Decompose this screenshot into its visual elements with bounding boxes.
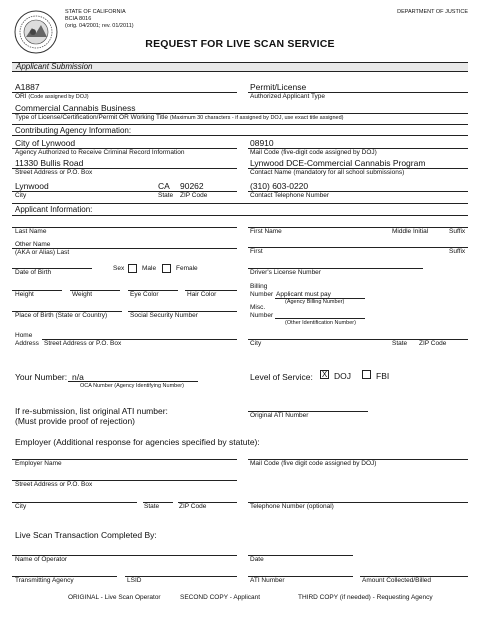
billing-number-label: Number: [250, 291, 274, 298]
contact-value[interactable]: Lynwood DCE-Commercial Cannabis Program: [250, 158, 426, 168]
mail-code-value[interactable]: 08910: [250, 138, 274, 148]
hair-color-label: Hair Color: [187, 291, 217, 298]
mail-code-label: Mail Code (five-digit code assigned by DOJ): [250, 149, 377, 156]
male-label: Male: [142, 265, 157, 272]
misc-label: Misc.: [250, 304, 266, 311]
license-type-label: Type of License/Certification/Permit OR Working Title (Maximum 30 characters - if assigned by DOJ, use exact title assigned): [15, 114, 344, 121]
applicant-type-value[interactable]: Permit/License: [250, 82, 307, 92]
date-label: Date: [250, 556, 264, 563]
suffix2-label: Suffix: [449, 248, 466, 255]
billing-note: (Agency Billing Number): [285, 299, 345, 305]
applicant-type-label: Authorized Applicant Type: [250, 93, 326, 100]
first-label: First: [250, 248, 263, 255]
dob-label: Date of Birth: [15, 269, 52, 276]
city-label: City: [15, 192, 27, 199]
operator-label: Name of Operator: [15, 556, 68, 563]
amount-label: Amount Collected/Billed: [362, 577, 432, 584]
height-label: Height: [15, 291, 34, 298]
ati-number-label: ATI Number: [250, 577, 285, 584]
oca-note: OCA Number (Agency Identifying Number): [80, 383, 184, 389]
resubmission-line1: If re-submission, list original ATI number:: [15, 406, 168, 416]
applicant-submission-heading: Applicant Submission: [16, 62, 93, 71]
contributing-agency-heading: Contributing Agency Information:: [15, 126, 132, 135]
last-name-label: Last Name: [15, 228, 47, 235]
footer-third: THIRD COPY (if needed) - Requesting Agency: [298, 594, 433, 601]
your-number-value[interactable]: n/a: [72, 372, 84, 382]
phone-label: Contact Telephone Number: [250, 192, 330, 199]
ori-value[interactable]: A1887: [15, 82, 40, 92]
form-revision: (orig. 04/2001; rev. 01/2011): [65, 23, 134, 29]
home-label: Home: [15, 332, 33, 339]
level-of-service-label: Level of Service:: [250, 372, 313, 382]
other-name-label: Other Name: [15, 241, 51, 248]
employer-name-label: Employer Name: [15, 460, 62, 467]
agency-value[interactable]: City of Lynwood: [15, 138, 76, 148]
city-value[interactable]: Lynwood: [15, 181, 49, 191]
fbi-label: FBI: [376, 371, 390, 381]
doj-checkbox[interactable]: X: [321, 370, 328, 379]
sex-label: Sex: [113, 265, 125, 272]
female-checkbox[interactable]: [162, 264, 171, 273]
contact-label: Contact Name (mandatory for all school submissions): [250, 169, 405, 176]
misc-number-label: Number: [250, 312, 274, 319]
page-title: REQUEST FOR LIVE SCAN SERVICE: [145, 38, 335, 50]
employer-street-label: Street Address or P.O. Box: [15, 481, 93, 488]
doj-label: DOJ: [334, 371, 351, 381]
footer-second: SECOND COPY - Applicant: [180, 594, 261, 601]
lsid-label: LSID: [127, 577, 142, 584]
applicant-info-heading: Applicant Information:: [15, 205, 93, 214]
street-label: Street Address or P.O. Box: [15, 169, 93, 176]
employer-state-label: State: [144, 503, 160, 510]
employer-city-label: City: [15, 503, 27, 510]
street-value[interactable]: 11330 Bullis Road: [15, 158, 84, 168]
employer-zip-label: ZIP Code: [179, 503, 207, 510]
original-ati-label: Original ATI Number: [250, 412, 309, 419]
billing-label: Billing: [250, 283, 268, 290]
zip-label: ZIP Code: [180, 192, 208, 199]
transaction-heading: Live Scan Transaction Completed By:: [15, 530, 157, 540]
first-name-label: First Name: [250, 228, 282, 235]
billing-value[interactable]: Applicant must pay: [276, 291, 331, 298]
form-id: BCIA 8016: [65, 16, 92, 22]
male-checkbox[interactable]: [128, 264, 137, 273]
suffix-label: Suffix: [449, 228, 466, 235]
agency-label: Agency Authorized to Receive Criminal Record Information: [15, 149, 185, 156]
home-street-label: Street Address or P.O. Box: [44, 340, 122, 347]
fbi-checkbox[interactable]: [362, 370, 371, 379]
address-label: Address: [15, 340, 39, 347]
employer-heading: Employer (Additional response for agencies specified by statute):: [15, 437, 260, 447]
aka-label: (AKA or Alias) Last: [15, 249, 70, 256]
state-name: STATE OF CALIFORNIA: [65, 9, 126, 15]
transmitting-agency-label: Transmitting Agency: [15, 577, 74, 584]
state-value[interactable]: CA: [158, 181, 170, 191]
middle-initial-label: Middle Initial: [392, 228, 429, 235]
ssn-label: Social Security Number: [130, 312, 198, 319]
employer-mail-code-label: Mail Code (five digit code assigned by DOJ): [250, 460, 377, 467]
home-state-label: State: [392, 340, 408, 347]
license-type-value[interactable]: Commercial Cannabis Business: [15, 103, 136, 113]
drivers-license-label: Driver's License Number: [250, 269, 321, 276]
state-label: State: [158, 192, 174, 199]
home-zip-label: ZIP Code: [419, 340, 447, 347]
phone-value[interactable]: (310) 603-0220: [250, 181, 309, 191]
home-city-label: City: [250, 340, 262, 347]
resubmission-line2: (Must provide proof of rejection): [15, 416, 135, 426]
pob-label: Place of Birth (State or Country): [15, 312, 108, 319]
weight-label: Weight: [72, 291, 93, 298]
footer-original: ORIGINAL - Live Scan Operator: [68, 594, 161, 601]
employer-phone-label: Telephone Number (optional): [250, 503, 334, 510]
eye-color-label: Eye Color: [130, 291, 159, 298]
zip-value[interactable]: 90262: [180, 181, 204, 191]
department-name: DEPARTMENT OF JUSTICE: [397, 9, 468, 15]
ori-label: ORI (Code assigned by DOJ): [15, 93, 89, 100]
misc-note: (Other Identification Number): [285, 320, 356, 326]
your-number-label: Your Number:: [15, 372, 68, 382]
female-label: Female: [176, 265, 198, 272]
